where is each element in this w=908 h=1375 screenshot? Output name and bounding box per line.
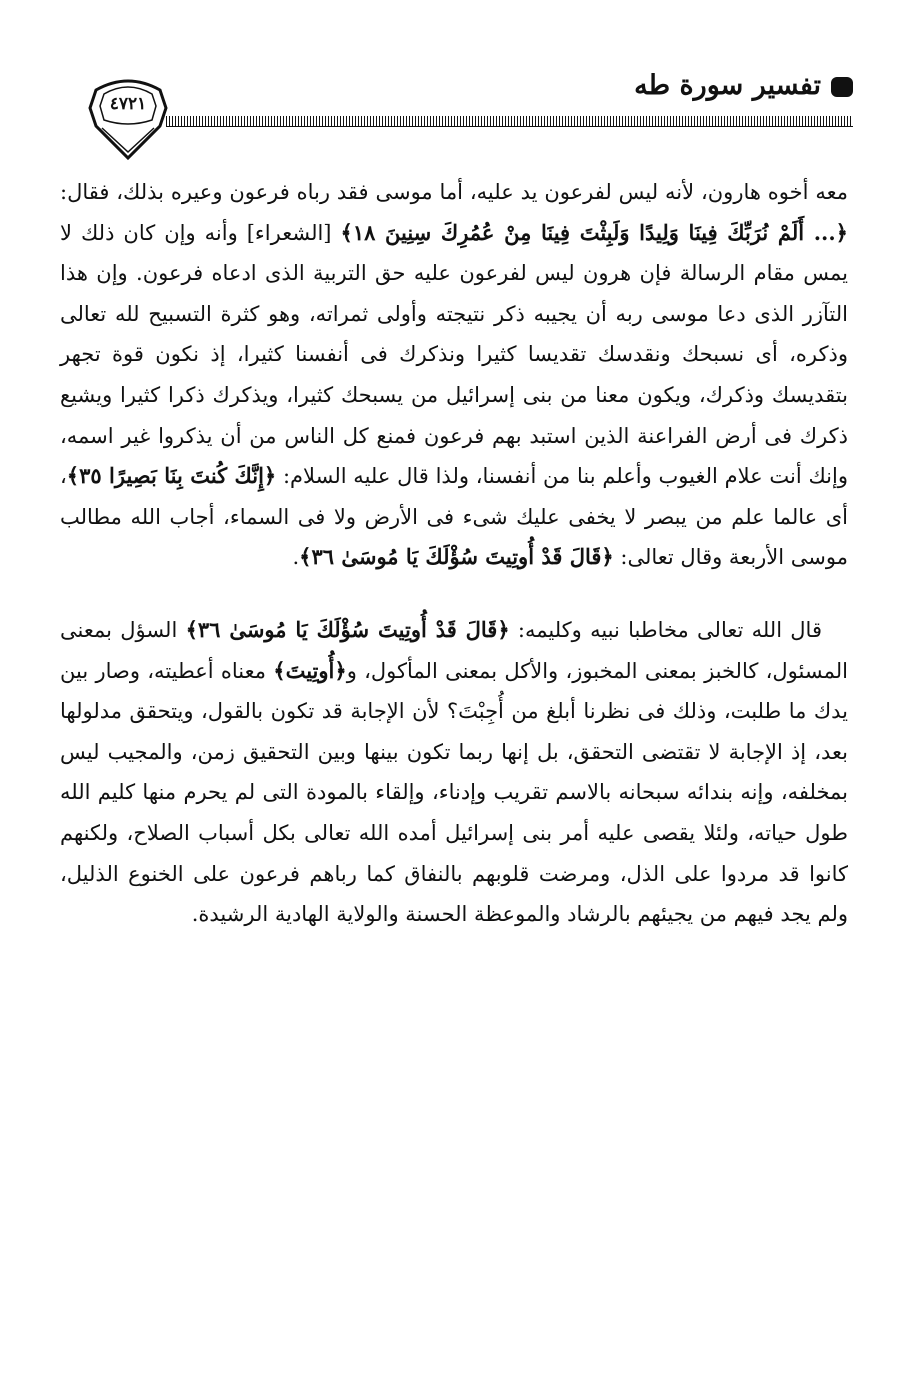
quran-verse: ﴿أُوتِيتَ﴾ bbox=[273, 657, 347, 683]
text-segment: ، أى عالما علم من يبصر لا يخفى عليك شىء فى الأرض ولا فى السماء، أجاب الله مطالب موسى الأربعة وقال تعالى: bbox=[60, 464, 848, 570]
header-rule bbox=[166, 116, 853, 127]
quran-verse: ﴿إِنَّكَ كُنتَ بِنَا بَصِيرًا ٣٥﴾ bbox=[66, 463, 277, 489]
page-number: ٤٧٢١ bbox=[109, 94, 147, 114]
title-ornament-icon bbox=[831, 77, 853, 97]
quran-verse: ﴿... أَلَمْ نُرَبِّكَ فِينَا وَلِيدًا وَلَبِثْتَ فِينَا مِنْ عُمُرِكَ سِنِينَ ١٨﴾ bbox=[340, 219, 848, 245]
text-segment: معناه أعطيته، وصار بين يدك ما طلبت، وذلك فى نظرنا أبلغ من أُجِبْتَ؟ لأن الإجابة قد تكون بالقول، ويتحقق مدلولها بعد، إذ الإجابة لا تقتضى التحقق، بل إنها ربما تكون بينها وبين التحقيق زمن، والمجيب ليس بمخلفه، وإنه بندائه سبحانه بالاسم تقريب وإدناء، وإلقاء بالمودة التى لم يحرم منها كليم الله طول حياته، ولئلا يقصى عليه أمر بنى إسرائيل أمده الله تعالى بكل أسباب الصلاح، ولكنهم كانوا قد مردوا على الذل، ومرضت قلوبهم بالنفاق كما رباهم فرعون على الخنوع الذليل، ولم يجد فيهم من يجيئهم بالرشاد والموعظة الحسنة والولاية الهادية الرشيدة. bbox=[60, 658, 848, 927]
text-segment: معه أخوه هارون، لأنه ليس لفرعون يد عليه، أما موسى فقد رباه فرعون وعيره بذلك، فقال: bbox=[60, 180, 848, 204]
running-title bbox=[634, 70, 853, 101]
page-header bbox=[88, 62, 853, 162]
paragraph-2 bbox=[60, 610, 848, 935]
text-segment: [الشعراء] وأنه وإن كان ذلك لا يمس مقام الرسالة فإن هرون ليس لفرعون عليه حق التربية الذى ادعاه فرعون. وإن هذا التآزر الذى دعا موسى ربه أن يجيبه ذكر نتيجته وأولى ثمراته، وهو كثرة التسبيح لله تعالى وذكره، أى نسبحك ونقدسك تقديسا كثيرا ونذكرك فى أنفسنا كثيرا، إذ نكون قوة تجهر بتقديسك وذكرك، ويكون معنا من بنى إسرائيل من يسبحك كثيرا، ويذكرك ذكرا كثيرا ويشيع ذكرك فى أرض الفراعنة الذين استبد بهم فرعون فمنع كل الناس من أن يذكروا غير اسمه، وإنك أنت علام الغيوب وأعلم بنا من أنفسنا، ولذا قال عليه السلام: bbox=[60, 220, 848, 489]
page-badge-frame-icon bbox=[88, 68, 168, 162]
text-segment: قال الله تعالى مخاطبا نبيه وكليمه: bbox=[509, 617, 822, 642]
page-body bbox=[60, 172, 848, 935]
text-segment: . bbox=[292, 545, 300, 570]
text-segment: السؤل بمعنى المسئول، كالخبز بمعنى المخبوز، والأكل بمعنى المأكول، و bbox=[60, 617, 848, 683]
quran-verse: ﴿قَالَ قَدْ أُوتِيتَ سُؤْلَكَ يَا مُوسَىٰ ٣٦﴾ bbox=[185, 616, 510, 642]
paragraph-1 bbox=[60, 172, 848, 578]
page-number-badge bbox=[88, 68, 168, 162]
running-title-text: تفسير سورة طه bbox=[634, 70, 821, 101]
quran-verse: ﴿قَالَ قَدْ أُوتِيتَ سُؤْلَكَ يَا مُوسَىٰ ٣٦﴾ bbox=[299, 544, 614, 570]
